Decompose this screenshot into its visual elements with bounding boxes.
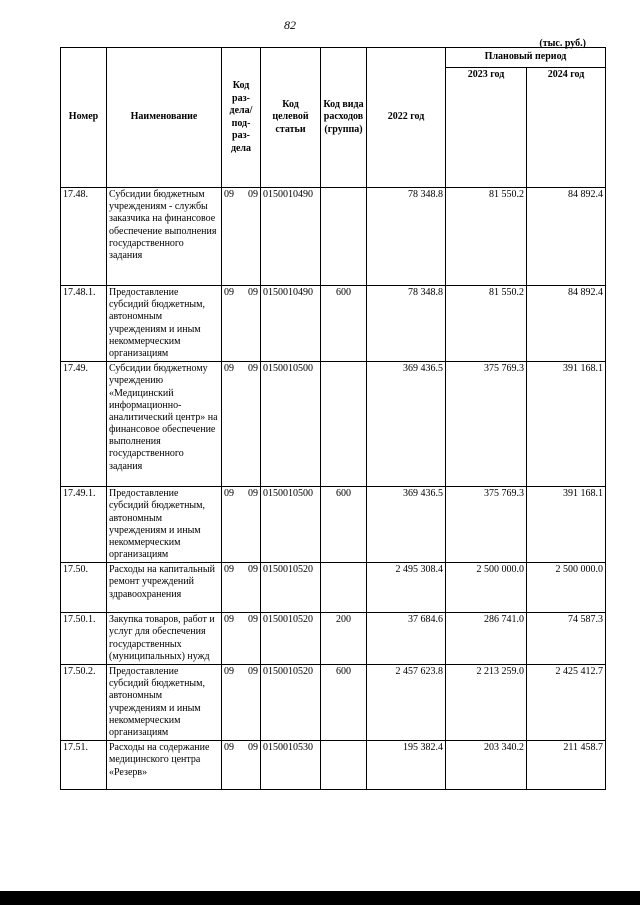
table-row	[61, 665, 606, 741]
row-number: 17.50.2.	[61, 665, 107, 741]
table-row	[61, 188, 606, 286]
scan-bottom-edge	[0, 891, 640, 905]
row-name: Расходы на содержание медицинского центра «Резерв»	[107, 741, 222, 790]
row-section-code: 09 09	[222, 362, 261, 487]
row-target-code: 0150010490	[261, 286, 321, 362]
row-name: Предоставление субсидий бюджетным, автономным учреждениям и иным некоммерческим организациям	[107, 487, 222, 563]
table-row	[61, 741, 606, 790]
row-number: 17.49.	[61, 362, 107, 487]
table-header	[61, 48, 606, 188]
row-target-code: 0150010520	[261, 613, 321, 665]
header-name: Наименование	[107, 48, 222, 188]
row-value-2024: 84 892.4	[527, 188, 606, 286]
header-planned-period: Плановый период	[446, 48, 606, 68]
row-value-2022: 2 495 308.4	[367, 563, 446, 613]
row-target-code: 0150010520	[261, 665, 321, 741]
row-expense-code: 600	[321, 665, 367, 741]
row-name: Предоставление субсидий бюджетным, автономным учреждениям и иным некоммерческим организациям	[107, 665, 222, 741]
row-value-2023: 2 213 259.0	[446, 665, 527, 741]
row-target-code: 0150010490	[261, 188, 321, 286]
row-value-2023: 375 769.3	[446, 362, 527, 487]
row-name: Предоставление субсидий бюджетным, автономным учреждениям и иным некоммерческим организациям	[107, 286, 222, 362]
row-target-code: 0150010500	[261, 487, 321, 563]
row-value-2022: 2 457 623.8	[367, 665, 446, 741]
row-section-code: 09 09	[222, 286, 261, 362]
row-section-code: 09 09	[222, 741, 261, 790]
row-value-2023: 81 550.2	[446, 286, 527, 362]
row-number: 17.48.1.	[61, 286, 107, 362]
page-number: 82	[284, 18, 296, 32]
row-value-2024: 391 168.1	[527, 487, 606, 563]
table-row	[61, 563, 606, 613]
row-expense-code: 600	[321, 286, 367, 362]
row-value-2022: 369 436.5	[367, 362, 446, 487]
header-number: Номер	[61, 48, 107, 188]
row-value-2023: 375 769.3	[446, 487, 527, 563]
row-value-2022: 37 684.6	[367, 613, 446, 665]
row-expense-code	[321, 563, 367, 613]
header-year-2022: 2022 год	[367, 48, 446, 188]
row-target-code: 0150010520	[261, 563, 321, 613]
row-expense-code: 600	[321, 487, 367, 563]
row-value-2024: 74 587.3	[527, 613, 606, 665]
row-value-2024: 2 425 412.7	[527, 665, 606, 741]
header-section-code: Код раз-дела/ под-раз-дела	[222, 48, 261, 188]
row-value-2023: 203 340.2	[446, 741, 527, 790]
row-target-code: 0150010530	[261, 741, 321, 790]
row-value-2024: 211 458.7	[527, 741, 606, 790]
table-row	[61, 286, 606, 362]
row-number: 17.48.	[61, 188, 107, 286]
row-value-2022: 78 348.8	[367, 286, 446, 362]
row-expense-code: 200	[321, 613, 367, 665]
row-value-2022: 195 382.4	[367, 741, 446, 790]
row-section-code: 09 09	[222, 563, 261, 613]
row-name: Расходы на капитальный ремонт учреждений здравоохранения	[107, 563, 222, 613]
table-row	[61, 487, 606, 563]
table-row	[61, 362, 606, 487]
row-value-2022: 369 436.5	[367, 487, 446, 563]
header-expense-code: Код вида расходов (группа)	[321, 48, 367, 188]
row-number: 17.49.1.	[61, 487, 107, 563]
row-value-2023: 2 500 000.0	[446, 563, 527, 613]
row-value-2023: 286 741.0	[446, 613, 527, 665]
row-value-2023: 81 550.2	[446, 188, 527, 286]
row-section-code: 09 09	[222, 487, 261, 563]
row-section-code: 09 09	[222, 613, 261, 665]
row-value-2024: 391 168.1	[527, 362, 606, 487]
budget-table	[60, 47, 606, 790]
row-section-code: 09 09	[222, 188, 261, 286]
row-number: 17.50.	[61, 563, 107, 613]
row-value-2024: 84 892.4	[527, 286, 606, 362]
row-number: 17.51.	[61, 741, 107, 790]
row-value-2022: 78 348.8	[367, 188, 446, 286]
row-name: Субсидии бюджетным учреждениям - службы заказчика на финансовое обеспечение выполнения государственного задания	[107, 188, 222, 286]
row-expense-code	[321, 741, 367, 790]
row-expense-code	[321, 362, 367, 487]
row-number: 17.50.1.	[61, 613, 107, 665]
row-expense-code	[321, 188, 367, 286]
row-name: Закупка товаров, работ и услуг для обеспечения государственных (муниципальных) нужд	[107, 613, 222, 665]
units-label: (тыс. руб.)	[539, 38, 586, 49]
header-year-2023: 2023 год	[446, 68, 527, 188]
row-value-2024: 2 500 000.0	[527, 563, 606, 613]
row-name: Субсидии бюджетному учреждению «Медицинский информационно-аналитический центр» на финансовое обеспечение выполнения государственного задания	[107, 362, 222, 487]
header-year-2024: 2024 год	[527, 68, 606, 188]
row-section-code: 09 09	[222, 665, 261, 741]
row-target-code: 0150010500	[261, 362, 321, 487]
header-target-code: Код целевой статьи	[261, 48, 321, 188]
table-row	[61, 613, 606, 665]
